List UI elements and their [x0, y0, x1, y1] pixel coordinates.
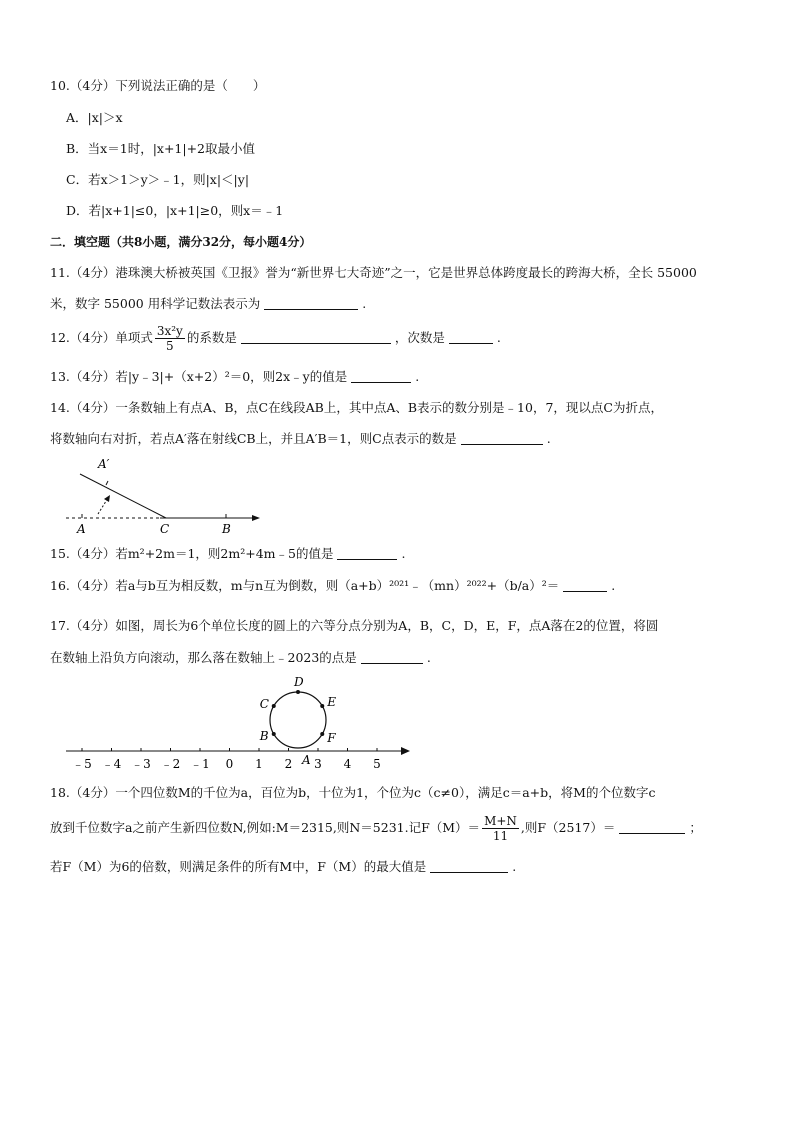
q17-point-dot-b [272, 732, 276, 736]
q16-text: 16.（4分）若a与b互为相反数，m与n互为倒数，则（a+b）²⁰²¹﹣（mn）²⁰²²+（b/a）²＝ [50, 578, 560, 593]
q18-line3 [50, 859, 516, 875]
q15-answer-blank[interactable] [337, 547, 397, 560]
q12-frac-den: 5 [166, 339, 174, 353]
q13-line: 13.（4分）若|y﹣3|+（x+2）²＝0，则2x﹣y的值是 . [50, 369, 420, 384]
q12-prefix: 12.（4分）单项式 [50, 330, 153, 345]
q11-answer-blank[interactable] [264, 297, 358, 310]
q13-text: 13.（4分）若|y﹣3|+（x+2）²＝0，则2x﹣y的值是 [50, 369, 348, 384]
q17-line2: 在数轴上沿负方向滚动，那么落在数轴上﹣2023的点是 . [50, 650, 431, 665]
q14-label-aprime: A′ [98, 457, 110, 471]
q17-tick-label: ﹣3 [131, 757, 151, 771]
q17-point-label-f: F [327, 731, 336, 745]
q12-mid2: ，次数是 [394, 330, 445, 345]
q14-label-c: C [160, 522, 170, 536]
q10-option-b: B．当x＝1时，|x+1|+2取最小值 [66, 141, 256, 156]
q14-line2: 将数轴向右对折，若点A′落在射线CB上，并且A′B＝1，则C点表示的数是 . [50, 431, 551, 446]
q15-line: 15.（4分）若m²+2m＝1，则2m²+4m﹣5的值是 . [50, 546, 406, 561]
q14-figure [60, 452, 270, 536]
q10-option-a: A．|x|＞x [66, 110, 123, 125]
q17-tick-label: 0 [225, 757, 234, 771]
q18-text-e: . [512, 859, 517, 874]
q12-coefficient-blank[interactable] [241, 331, 391, 344]
q18-text-b: ,则F（2517）＝ [520, 820, 616, 835]
q14-label-a: A [77, 522, 86, 536]
q17-point-dot-f [320, 732, 324, 736]
q16-line: 16.（4分）若a与b互为相反数，m与n互为倒数，则（a+b）²⁰²¹﹣（mn）²⁰²²+（b/a）²＝ . [50, 578, 616, 593]
q14-line1: 14.（4分）一条数轴上有点A、B，点C在线段AB上，其中点A、B表示的数分别是﹣10，7，现以点C为折点， [50, 400, 663, 415]
q17-tick-label: 1 [255, 757, 263, 771]
q17-answer-blank[interactable] [361, 651, 423, 664]
q18-line2 [50, 812, 702, 844]
q17-point-label-e: E [327, 695, 337, 709]
q18-text-a: 放到千位数字a之前产生新四位数N,例如:M＝2315,则N＝5231.记F（M）＝ [50, 820, 481, 835]
q17-figure [62, 672, 418, 776]
q17-tick-label: 3 [314, 757, 322, 771]
q17-tick-label: ﹣5 [72, 757, 92, 771]
q18-text-d: 若F（M）为6的倍数，则满足条件的所有M中，F（M）的最大值是 [50, 859, 427, 874]
q17-tick-label: 2 [284, 757, 293, 771]
q17-point-label-a: A [302, 753, 311, 767]
q18-f2517-blank[interactable] [619, 821, 685, 834]
q14-aprime-tick [106, 481, 108, 485]
q17-line1: 17.（4分）如图，周长为6个单位长度的圆上的六等分点分别为A，B，C，D，E，F，点A落在2的位置，将圆 [50, 618, 659, 633]
q17-point-dot-e [320, 704, 324, 708]
q16-answer-blank[interactable] [563, 579, 607, 592]
q11-line2: 米，数字 55000 用科学记数法表示为 . [50, 296, 367, 311]
q15-text: 15.（4分）若m²+2m＝1，则2m²+4m﹣5的值是 [50, 546, 334, 561]
q17-tick-label: ﹣2 [160, 757, 181, 771]
q14-folded-segment [80, 474, 166, 518]
q17-point-label-d: D [294, 675, 304, 689]
q17-point-dot-c [272, 704, 276, 708]
q12-frac-num: 3x²y [156, 324, 183, 338]
q12-fraction [155, 324, 185, 353]
q18-line1: 18.（4分）一个四位数M的千位为a，百位为b，十位为1，个位为c（c≠0），满足c＝a+b，将M的个位数字c [50, 785, 656, 800]
q17-text: 在数轴上沿负方向滚动，那么落在数轴上﹣2023的点是 [50, 650, 357, 665]
q10-option-c: C．若x＞1＞y＞﹣1，则|x|＜|y| [66, 172, 250, 187]
q12-line: 12.（4分）单项式 $\frac{\text{3x²y}}{5}$ 的系数是 ，次数是 . [50, 324, 501, 353]
q18-frac-num: M+N [484, 814, 517, 828]
q14-label-b: B [222, 522, 231, 536]
q18-frac-den: 11 [492, 829, 509, 843]
q14-fold-arrowhead-icon [104, 495, 110, 502]
q13-answer-blank[interactable] [351, 370, 411, 383]
q17-circle [270, 692, 326, 748]
q14-axis-arrow-icon [252, 515, 260, 521]
q17-tick-label: ﹣1 [190, 757, 210, 771]
q17-axis-arrow-icon [401, 747, 410, 755]
q17-tick-label: 5 [373, 757, 381, 771]
q14-answer-blank[interactable] [461, 432, 543, 445]
q17-point-dot-d [296, 690, 300, 694]
q12-degree-blank[interactable] [449, 331, 493, 344]
q10-option-d: D．若|x+1|≤0，|x+1|≥0，则x＝﹣1 [66, 203, 284, 218]
q11-text: 米，数字 55000 用科学记数法表示为 [50, 296, 261, 311]
q17-point-label-c: C [259, 697, 269, 711]
section-heading: 二．填空题（共8小题，满分32分，每小题4分） [50, 235, 312, 249]
q18-max-blank[interactable] [430, 860, 508, 873]
q14-text: 将数轴向右对折，若点A′落在射线CB上，并且A′B＝1，则C点表示的数是 [50, 431, 457, 446]
q18-fraction [482, 814, 519, 843]
q17-tick-label: 4 [343, 757, 352, 771]
q17-point-label-b: B [259, 729, 269, 743]
q17-tick-label: ﹣4 [101, 757, 122, 771]
q10-stem: 10.（4分）下列说法正确的是（ ） [50, 78, 266, 93]
q12-mid: 的系数是 [186, 330, 237, 345]
q11-line1: 11.（4分）港珠澳大桥被英国《卫报》誉为“新世界七大奇迹”之一，它是世界总体跨度最长的跨海大桥，全长 55000 [50, 265, 697, 280]
q18-text-c: ； [689, 820, 702, 835]
